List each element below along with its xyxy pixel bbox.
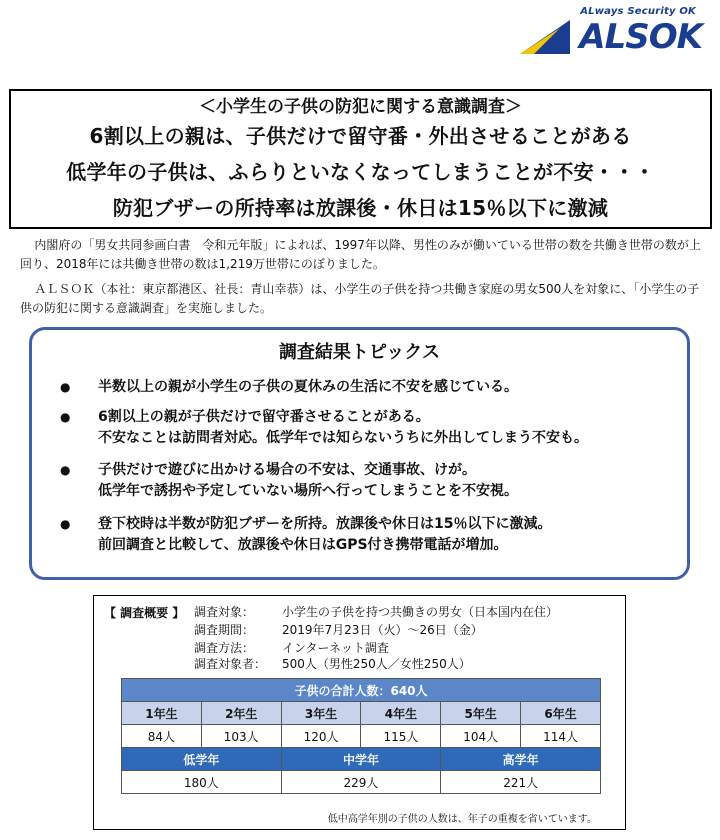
overview-label: 【 調査概要 】 [104, 606, 185, 620]
table-footnote: 低中高学年別の子供の人数は、年子の重複を省いています。 [327, 814, 597, 825]
intro-paragraph-1: 内閣府の「男女共同参画白書 令和元年版」によれば、1997年以降、男性のみが働いている世帯の数を共働き世帯の数が上回り、2018年には共働き世帯の数は1,219万世帯にのぼりました。 [20, 238, 701, 271]
bullet-icon: ● [60, 463, 71, 477]
group-count-cell: 180人 [122, 771, 282, 794]
logo-text: ALSOK [579, 17, 702, 57]
headline-line-1: 6割以上の親は、子供だけで留守番・外出させることがある [89, 124, 632, 148]
grade-header: 5年生 [441, 702, 521, 725]
grade-count-cell: 120人 [281, 725, 361, 748]
headline-box [9, 89, 712, 229]
alsok-logo [506, 6, 706, 56]
topic-item: ● 子供だけで遊びに出かける場合の不安は、交通事故、けが。 低学年で誘拐や予定していない場所へ行ってしまうことを不安視。 [60, 462, 518, 499]
group-count-cell: 229人 [281, 771, 441, 794]
grade-header: 4年生 [361, 702, 441, 725]
group-header: 中学年 [281, 748, 441, 771]
grade-header: 2年生 [201, 702, 281, 725]
headline-line-3: 防犯ブザーの所持率は放課後・休日は15％以下に激減 [112, 196, 609, 220]
grade-count-cell: 114人 [521, 725, 601, 748]
grade-count-cell: 103人 [201, 725, 281, 748]
overview-row-period: 調査期間： 2019年7月23日（火）～26日（金） [194, 623, 483, 637]
grade-header: 6年生 [521, 702, 601, 725]
grade-count-cell: 104人 [441, 725, 521, 748]
logo-tagline: ALways Security OK [580, 6, 696, 17]
headline-line-2: 低学年の子供は、ふらりといなくなってしまうことが不安・・・ [66, 160, 655, 184]
bullet-icon: ● [60, 380, 71, 394]
grade-count-cell: 84人 [122, 725, 202, 748]
group-header: 低学年 [122, 748, 282, 771]
total-children-header: 子供の合計人数：640人 [122, 679, 601, 702]
bullet-icon: ● [60, 410, 71, 424]
overview-row-method: 調査方法： インターネット調査 [194, 641, 389, 655]
children-count-table [121, 678, 601, 794]
survey-subtitle: ＜小学生の子供の防犯に関する意識調査＞ [199, 97, 522, 117]
overview-row-target: 調査対象： 小学生の子供を持つ共働きの男女（日本国内在住） [194, 605, 559, 619]
grade-header: 3年生 [281, 702, 361, 725]
group-count-cell: 221人 [441, 771, 601, 794]
logo-swoosh-icon [520, 20, 570, 54]
overview-row-respondents: 調査対象者： 500人（男性250人／女性250人） [194, 657, 471, 671]
grade-header: 1年生 [122, 702, 202, 725]
survey-overview-box [93, 595, 626, 830]
bullet-icon: ● [60, 517, 71, 531]
intro-paragraph-2: ＡＬＳＯＫ（本社：東京都港区、社長：青山幸恭）は、小学生の子供を持つ共働き家庭の男女500人を対象に、「小学生の子供の防犯に関する意識調査」を実施しました。 [20, 282, 700, 315]
topic-item: ● 6割以上の親が子供だけで留守番させることがある。 不安なことは訪問者対応。低学年では知らないうちに外出してしまう不安も。 [60, 409, 588, 446]
topics-box [29, 327, 690, 580]
grade-count-cell: 115人 [361, 725, 441, 748]
group-header: 高学年 [441, 748, 601, 771]
topics-title: 調査結果トピックス [278, 342, 441, 363]
topic-item: ● 登下校時は半数が防犯ブザーを所持。放課後や休日は15％以下に激減。 前回調査と比較して、放課後や休日はGPS付き携帯電話が増加。 [60, 516, 552, 553]
topic-item: ● 半数以上の親が小学生の子供の夏休みの生活に不安を感じている。 [98, 377, 518, 398]
